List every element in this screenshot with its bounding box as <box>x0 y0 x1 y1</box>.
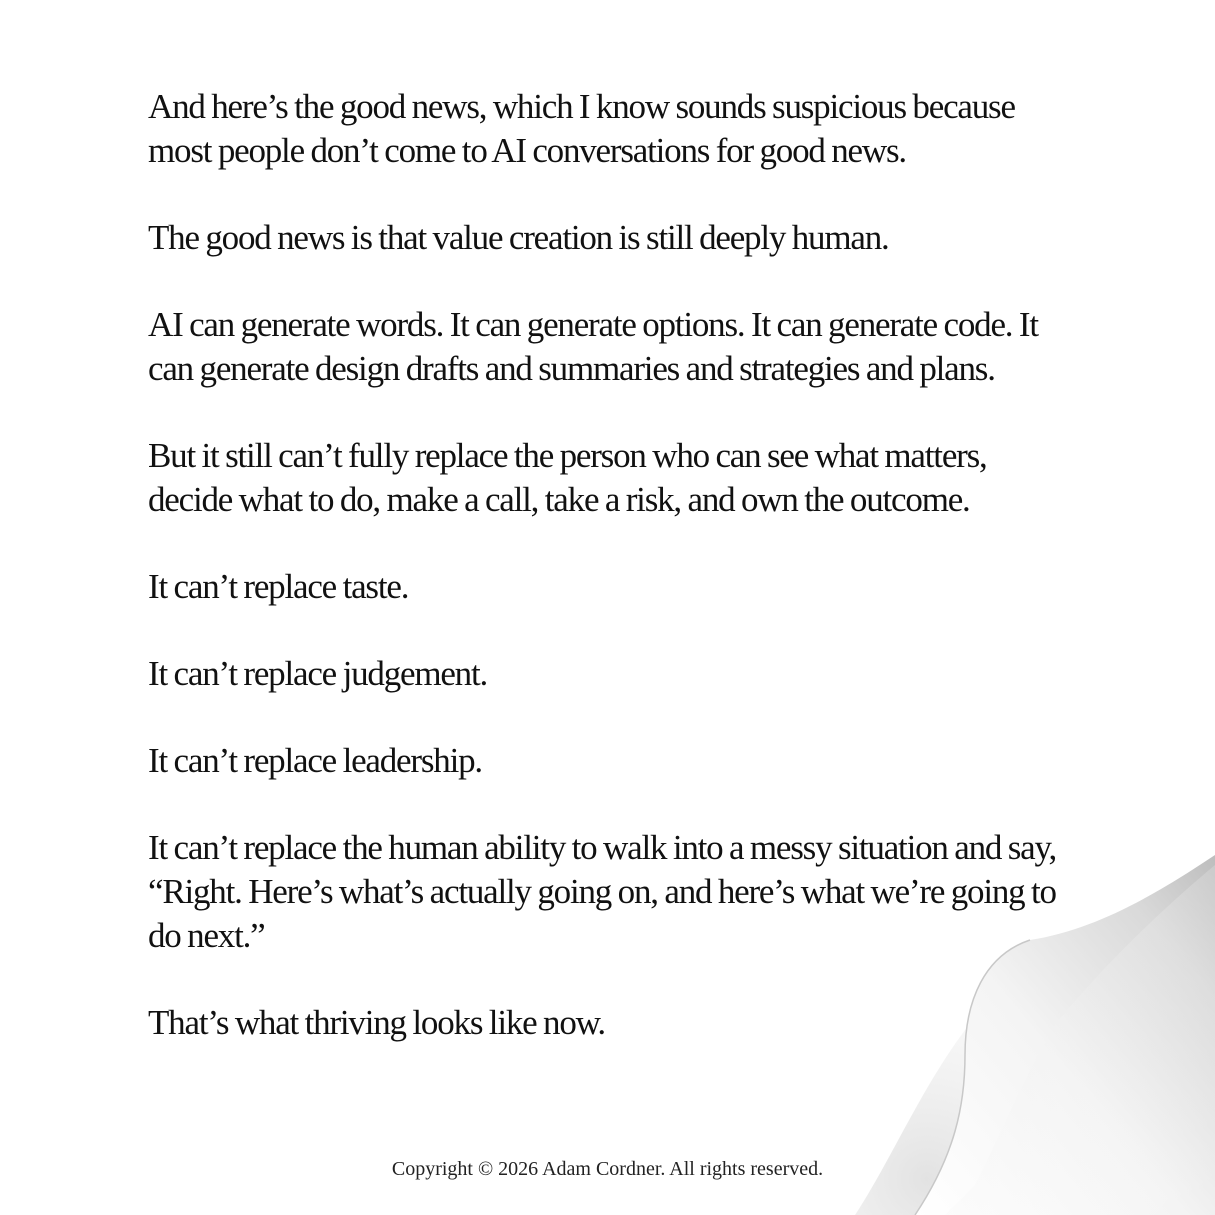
page-curl-icon[interactable] <box>855 855 1215 1215</box>
copyright-notice: Copyright © 2026 Adam Cordner. All rights reserved. <box>391 1158 824 1180</box>
paragraph: It can’t replace taste. <box>148 567 409 606</box>
paragraph: The good news is that value creation is still deeply human. <box>148 218 889 257</box>
paragraph: And here’s the good news, which I know sounds suspicious because most people don’t come to AI conversations for good news. <box>148 87 1015 170</box>
paragraph: It can’t replace judgement. <box>148 654 488 693</box>
paragraph: But it still can’t fully replace the person who can see what matters, decide what to do, make a call, take a risk, and own the outcome. <box>148 436 987 519</box>
paragraph: It can’t replace leadership. <box>148 741 482 780</box>
paragraph: That’s what thriving looks like now. <box>148 1003 605 1042</box>
paragraph: It can’t replace the human ability to walk into a messy situation and say, “Right. Here’s what’s actually going on, and here’s what we’re going to do next.” <box>148 828 1057 955</box>
paragraph: AI can generate words. It can generate options. It can generate code. It can generate design drafts and summaries and strategies and plans. <box>148 305 1038 388</box>
